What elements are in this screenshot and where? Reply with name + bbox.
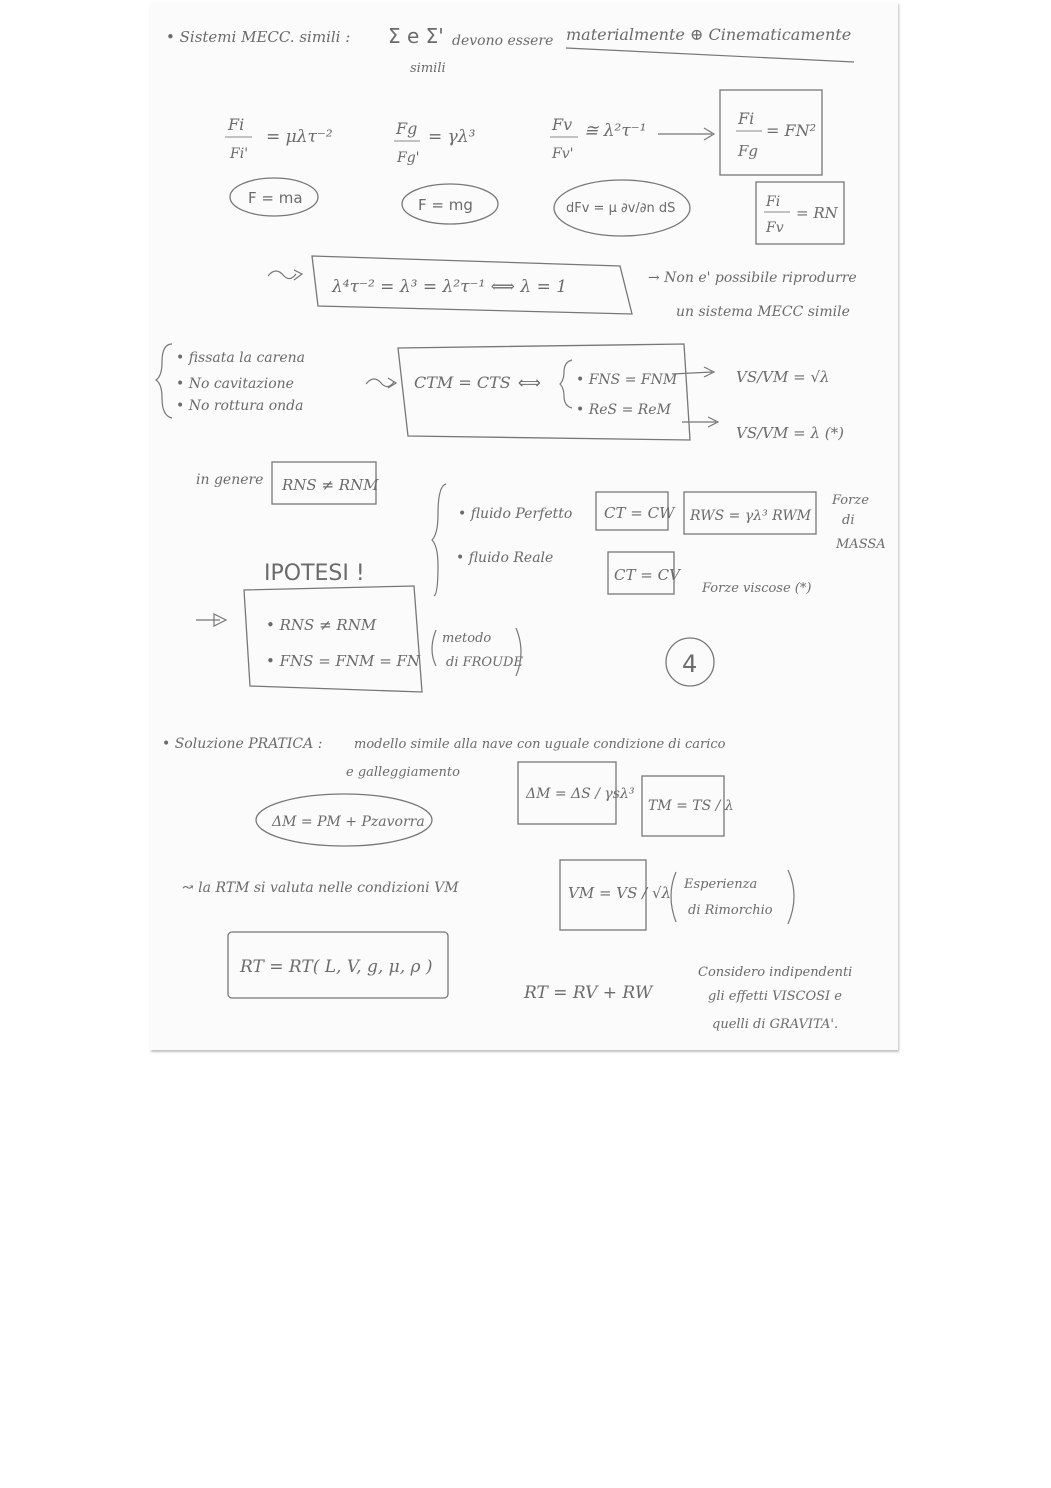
reynolds-numerator: Fi (766, 194, 781, 210)
ipotesi-1: • RNS ≠ RNM (266, 616, 377, 634)
froude-numerator: Fi (738, 109, 755, 128)
t-m: TM = TS / λ (648, 798, 734, 814)
squiggle-arrow-1 (268, 271, 296, 279)
esperienza-line2: di Rimorchio (688, 903, 773, 918)
pratica-label: • Soluzione PRATICA : (162, 736, 323, 752)
lambda-note-line2: un sistema MECC simile (676, 304, 850, 320)
froude-rhs: = FN² (766, 121, 817, 140)
fluid-reale: • fluido Reale (456, 550, 554, 566)
ct-cw: CT = CW (604, 504, 675, 522)
forze-massa-1: Forze (832, 493, 869, 508)
rws-equation: RWS = γλ³ RWM (690, 508, 812, 524)
reynolds-equality: • ReS = ReM (576, 402, 671, 418)
squiggle-arrow-2 (366, 379, 394, 387)
forze-massa-3: MASSA (836, 537, 886, 552)
speed-ratio-froude: VS/VM = √λ (736, 368, 830, 386)
heading-simili: simili (410, 61, 446, 76)
metodo-line1: metodo (442, 631, 492, 646)
consider-note-2: gli effetti VISCOSI e (708, 989, 843, 1004)
heading-materialmente: materialmente ⊕ Cinematicamente (566, 25, 852, 44)
fg-expression: = γλ³ (428, 127, 476, 147)
heading-title: • Sistemi MECC. simili : (166, 28, 351, 46)
fi-expression: = μλτ⁻² (266, 127, 333, 147)
delta-sum: ΔM = PM + Pzavorra (272, 814, 425, 830)
fg-law: F = mg (418, 196, 473, 214)
rt-function: RT = RT( L, V, g, μ, ρ ) (240, 957, 433, 977)
heading-underline (566, 48, 854, 62)
v-m: VM = VS / √λ (568, 884, 672, 902)
pratica-text-2: e galleggiamento (346, 765, 460, 780)
ct-equality: CTM = CTS (414, 373, 511, 392)
fi-law: F = ma (248, 189, 303, 207)
esperienza-paren-right (788, 870, 794, 924)
fv-law: dFv = μ ∂v/∂n dS (566, 201, 676, 216)
condition-1: • fissata la carena (176, 350, 305, 366)
pratica-text-1: modello simile alla nave con uguale condizione di carico (354, 737, 726, 752)
reynolds-denominator: Fv (766, 220, 784, 236)
metodo-paren-left (432, 630, 436, 666)
fg-denominator: Fg' (397, 150, 420, 166)
delta-m: ΔM = ΔS / γsλ³ (526, 786, 635, 802)
heading-sigma: Σ e Σ' (388, 24, 444, 48)
ipotesi-title: IPOTESI ! (264, 561, 365, 586)
rt-sum: RT = RV + RW (524, 983, 653, 1003)
lambda-note-line1: → Non e' possibile riprodurre (648, 270, 857, 286)
reynolds-rhs: = RN (796, 204, 838, 222)
fv-numerator: Fv (552, 115, 573, 134)
condition-2: • No cavitazione (176, 376, 294, 392)
page-number: 4 (682, 650, 698, 678)
speed-ratio-reynolds: VS/VM = λ (*) (736, 424, 844, 442)
arrow-to-r1 (672, 372, 712, 374)
rtm-note: ↝ la RTM si valuta nelle condizioni VM (182, 880, 459, 896)
ct-box (398, 344, 690, 440)
esperienza-line1: Esperienza (684, 877, 758, 892)
lambda-equation: λ⁴τ⁻² = λ³ = λ²τ⁻¹ ⟺ λ = 1 (332, 277, 568, 297)
ct-cv: CT = CV (614, 566, 680, 584)
fluid-brace (432, 484, 446, 596)
ct-iff: ⟺ (518, 373, 541, 392)
froude-equality: • FNS = FNM (576, 372, 678, 388)
fv-denominator: Fv' (552, 146, 574, 162)
ipotesi-2: • FNS = FNM = FN (266, 652, 421, 670)
heading-devono: devono essere (452, 33, 554, 49)
condition-3: • No rottura onda (176, 398, 304, 414)
fi-numerator: Fi (228, 115, 245, 134)
froude-denominator: Fg (738, 142, 759, 160)
forze-viscose: Forze viscose (*) (702, 581, 812, 596)
forze-massa-2: di (842, 513, 855, 528)
rns-inequality: RNS ≠ RNM (282, 476, 379, 494)
in-genere-label: in genere (196, 472, 264, 488)
consider-note-3: quelli di GRAVITA'. (712, 1017, 839, 1032)
conditions-brace (156, 344, 172, 418)
fv-expression: ≅ λ²τ⁻¹ (584, 121, 647, 141)
esperienza-paren-left (671, 872, 676, 922)
ipotesi-box (244, 586, 422, 692)
consider-note-1: Considero indipendenti (698, 965, 853, 980)
fluid-perfetto: • fluido Perfetto (458, 506, 573, 522)
fi-denominator: Fi' (230, 146, 249, 162)
fg-numerator: Fg (396, 119, 418, 138)
ct-brace (560, 360, 572, 408)
metodo-line2: di FROUDE (446, 655, 523, 670)
